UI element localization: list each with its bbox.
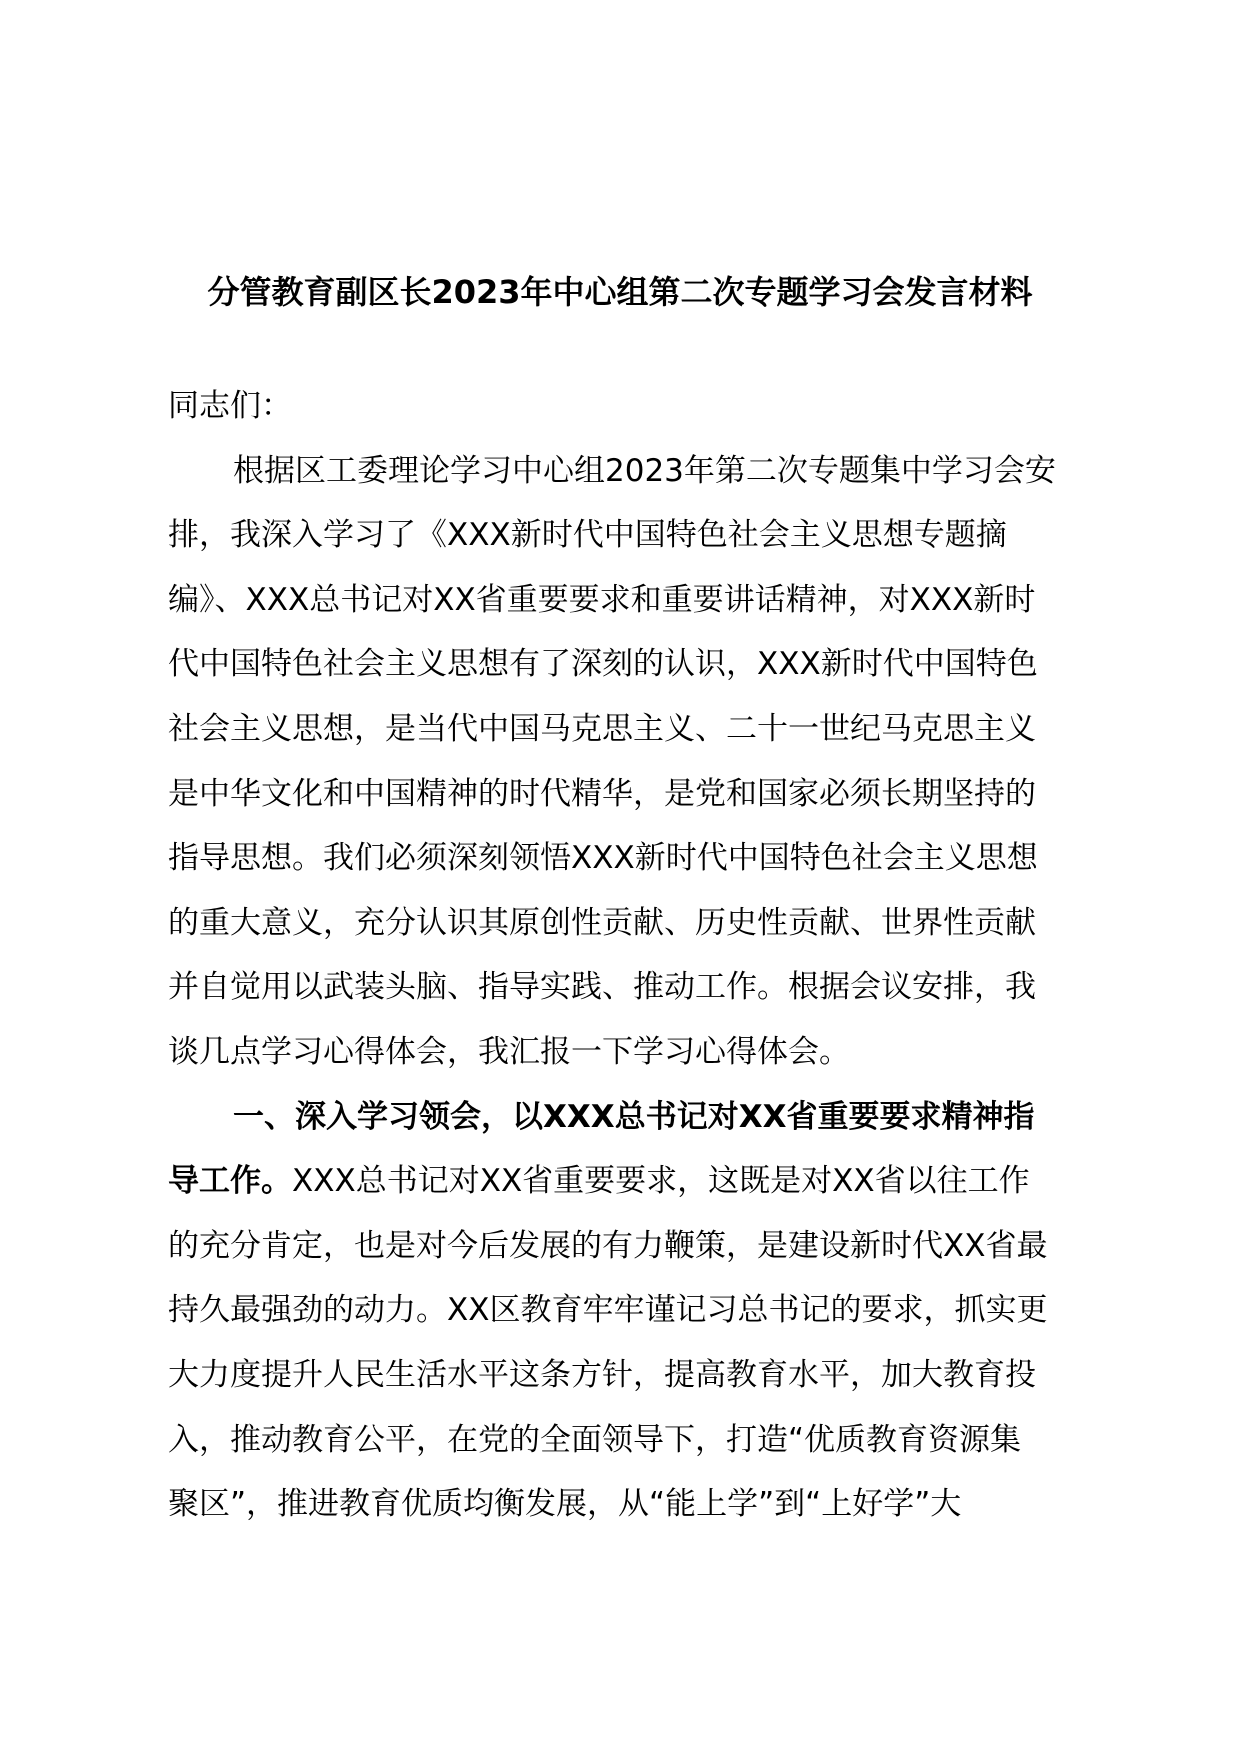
paragraph-line: 指导思想。我们必须深刻领悟XXX新时代中国特色社会主义思想 (168, 840, 1038, 877)
salutation: 同志们： (168, 388, 292, 424)
section-heading-end: 导工作。 (168, 1163, 292, 1200)
section-line: 聚区”，推进教育优质均衡发展，从“能上学”到“上好学”大 (168, 1486, 962, 1523)
paragraph-line: 编》、XXX总书记对XX省重要要求和重要讲话精神，对XXX新时 (168, 581, 1036, 618)
paragraph-line: 社会主义思想，是当代中国马克思主义、二十一世纪马克思主义 (168, 710, 1036, 747)
document-body (168, 374, 1128, 1537)
section-heading-continuation (168, 1149, 1128, 1214)
paragraph-line: 排，我深入学习了《XXX新时代中国特色社会主义思想专题摘 (168, 517, 1007, 554)
paragraph-1 (168, 439, 1128, 1085)
document-title: 分管教育副区长2023年中心组第二次专题学习会发言材料 (207, 273, 1033, 311)
paragraph-line: 谈几点学习心得体会，我汇报一下学习心得体会。 (168, 1033, 850, 1070)
section-line: 持久最强劲的动力。XX区教育牢牢谨记习总书记的要求，抓实更 (168, 1292, 1048, 1329)
section-heading: 一、深入学习领会，以XXX总书记对XX省重要要求精神指 (233, 1098, 1035, 1135)
section-line: 的充分肯定，也是对今后发展的有力鞭策，是建设新时代XX省最 (168, 1227, 1048, 1264)
paragraph-line: 的重大意义，充分认识其原创性贡献、历史性贡献、世界性贡献 (168, 904, 1036, 941)
paragraph-line: 根据区工委理论学习中心组2023年第二次专题集中学习会安 (233, 452, 1056, 489)
section-text: XXX总书记对XX省重要要求，这既是对XX省以往工作 (292, 1163, 1030, 1200)
paragraph-line: 代中国特色社会主义思想有了深刻的认识，XXX新时代中国特色 (168, 646, 1038, 683)
paragraph-line: 并自觉用以武装头脑、指导实践、推动工作。根据会议安排，我 (168, 969, 1036, 1006)
section-line: 入，推动教育公平，在党的全面领导下，打造“优质教育资源集 (168, 1421, 1022, 1458)
section-1 (168, 1085, 1128, 1537)
section-line: 大力度提升人民生活水平这条方针，提高教育水平，加大教育投 (168, 1356, 1036, 1393)
paragraph-line: 是中华文化和中国精神的时代精华，是党和国家必须长期坚持的 (168, 775, 1036, 812)
